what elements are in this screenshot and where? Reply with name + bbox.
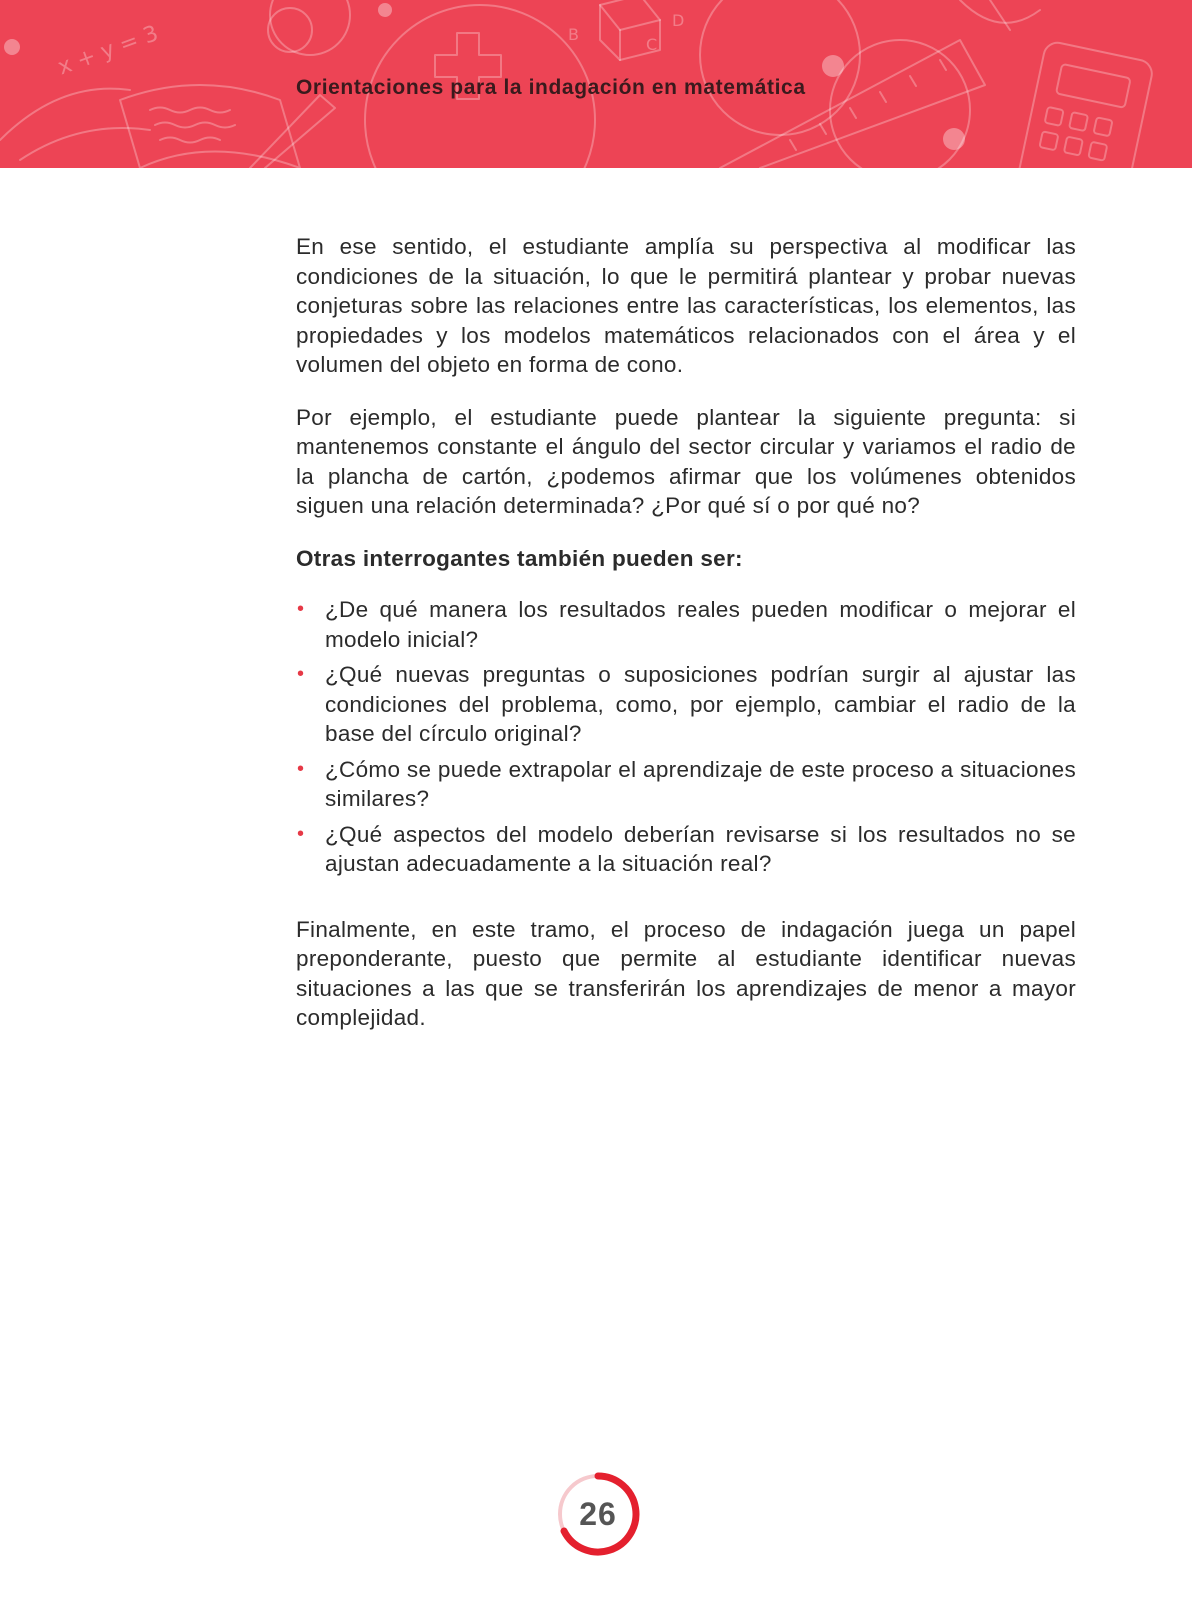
list-item <box>296 820 1076 879</box>
list-item <box>296 755 1076 814</box>
question-list <box>296 595 1076 879</box>
list-item-text: ¿De qué manera los resultados reales pueden modificar o mejorar el modelo inicial? <box>325 597 1076 652</box>
list-item-text: ¿Qué nuevas preguntas o suposiciones podrían surgir al ajustar las condiciones del problema, como, por ejemplo, cambiar el radio de la base del círculo original? <box>325 662 1076 746</box>
list-item <box>296 660 1076 749</box>
list-item <box>296 595 1076 654</box>
book-doodle <box>120 85 300 168</box>
calculator-doodle <box>1016 40 1155 168</box>
page-header-banner <box>0 0 1192 168</box>
body-paragraph: Por ejemplo, el estudiante puede plantear la siguiente pregunta: si mantenemos constante el ángulo del sector circular y variamos el radio de la plancha de cartón, ¿podemos afirmar que los volúmenes obtenidos siguen una relación determinada? ¿Por qué sí o por qué no? <box>296 404 1076 518</box>
section-subheading: Otras interrogantes también pueden ser: <box>296 545 743 571</box>
circle-doodle <box>270 0 350 55</box>
list-item-text: ¿Cómo se puede extrapolar el aprendizaje de este proceso a situaciones similares? <box>325 756 1076 811</box>
list-item-text: ¿Qué aspectos del modelo deberían revisarse si los resultados no se ajustan adecuadamente a la situación real? <box>325 821 1076 876</box>
svg-text:B: B <box>568 25 579 44</box>
bullet-dot-icon: • <box>297 757 305 780</box>
body-paragraph: En ese sentido, el estudiante amplía su perspectiva al modificar las condiciones de la situación, lo que le permitirá plantear y probar nuevas conjeturas sobre las relaciones entre las características, los elementos, las propiedades y los modelos matemáticos relacionados con el área y el volumen del objeto en forma de cono. <box>296 234 1076 377</box>
equation-doodle: x + y = 3 <box>54 21 162 81</box>
bullet-dot-icon: • <box>297 822 305 845</box>
svg-text:D: D <box>672 11 685 30</box>
body-paragraph: Finalmente, en este tramo, el proceso de indagación juega un papel preponderante, puesto que permite al estudiante identificar nuevas situaciones a las que se transferirán los aprendizajes de menor a mayor complejidad. <box>296 916 1076 1030</box>
running-header-title: Orientaciones para la indagación en matemática <box>296 76 806 99</box>
page-number-badge <box>555 1471 641 1557</box>
page-number: 26 <box>579 1496 617 1532</box>
svg-text:C: C <box>646 35 658 54</box>
bullet-dot-icon: • <box>297 663 305 685</box>
main-content <box>296 232 1076 1056</box>
bullet-dot-icon: • <box>297 598 305 620</box>
